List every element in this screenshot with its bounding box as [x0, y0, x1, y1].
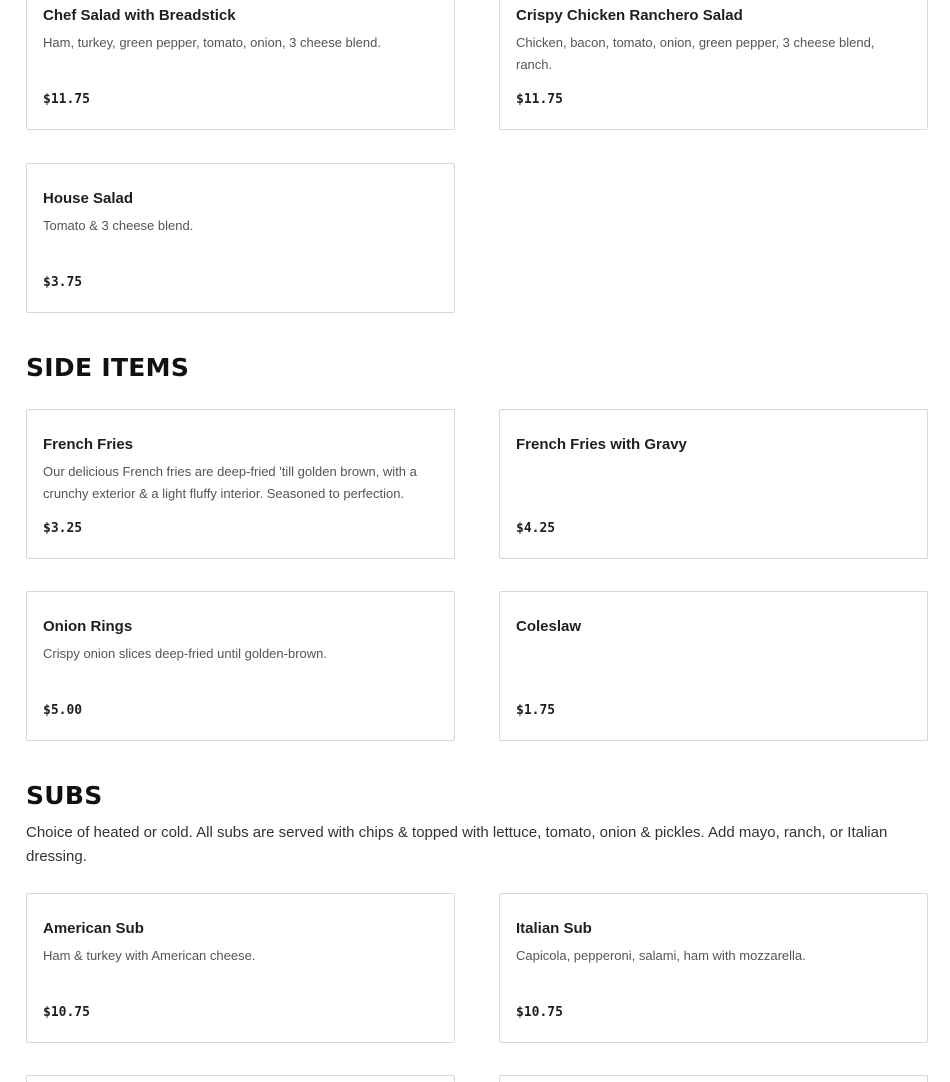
menu-item-card-house-salad[interactable]: [26, 163, 455, 313]
menu-item-description: Crispy onion slices deep-fried until golden-brown.: [43, 646, 327, 661]
menu-item-price: $3.75: [43, 275, 83, 290]
menu-item-description: Our delicious French fries are deep-fried 'till golden brown, with a crunchy exterior & a light fluffy interior. Seasoned to perfection.: [43, 464, 417, 501]
menu-item-card-crispy-chicken-ranchero-salad[interactable]: [499, 0, 928, 130]
menu-item-card-partial[interactable]: [26, 1075, 455, 1082]
menu-item-name: Crispy Chicken Ranchero Salad: [516, 7, 743, 24]
menu-item-price: $11.75: [516, 92, 563, 107]
menu-item-name: Coleslaw: [516, 618, 582, 635]
menu-item-price: $10.75: [516, 1005, 563, 1020]
menu-item-card-partial[interactable]: [499, 1075, 928, 1082]
menu-item-name: American Sub: [43, 920, 144, 937]
menu-item-description: Tomato & 3 cheese blend.: [43, 218, 194, 233]
menu-item-description: Ham, turkey, green pepper, tomato, onion, 3 cheese blend.: [43, 35, 381, 50]
menu-item-card-coleslaw[interactable]: [499, 591, 928, 741]
menu-item-card-chef-salad[interactable]: [26, 0, 455, 130]
menu-item-name: House Salad: [43, 190, 134, 207]
menu-item-price: $1.75: [516, 703, 556, 718]
menu-item-description: Chicken, bacon, tomato, onion, green pepper, 3 cheese blend, ranch.: [516, 35, 875, 72]
section-description-subs: Choice of heated or cold. All subs are served with chips & topped with lettuce, tomato, onion & pickles. Add mayo, ranch, or Italian dressing.: [26, 824, 888, 865]
menu-item-name: French Fries with Gravy: [516, 436, 687, 453]
menu-item-name: Chef Salad with Breadstick: [43, 7, 236, 24]
menu-item-price: $4.25: [516, 521, 556, 536]
menu-item-card-italian-sub[interactable]: [499, 893, 928, 1043]
menu-item-price: $11.75: [43, 92, 90, 107]
menu-item-card-french-fries-with-gravy[interactable]: [499, 409, 928, 559]
menu-item-name: Italian Sub: [516, 920, 592, 937]
menu-item-price: $10.75: [43, 1005, 90, 1020]
menu-item-description: Ham & turkey with American cheese.: [43, 948, 256, 963]
menu-item-description: Capicola, pepperoni, salami, ham with mozzarella.: [516, 948, 806, 963]
section-title-subs: SUBS: [26, 781, 103, 810]
menu-item-card-french-fries[interactable]: [26, 409, 455, 559]
menu-item-name: French Fries: [43, 436, 134, 453]
section-title-side-items: SIDE ITEMS: [26, 353, 190, 382]
menu-item-name: Onion Rings: [43, 618, 133, 635]
menu-item-card-american-sub[interactable]: [26, 893, 455, 1043]
menu-item-price: $3.25: [43, 521, 83, 536]
menu-item-card-onion-rings[interactable]: [26, 591, 455, 741]
menu-item-price: $5.00: [43, 703, 83, 718]
